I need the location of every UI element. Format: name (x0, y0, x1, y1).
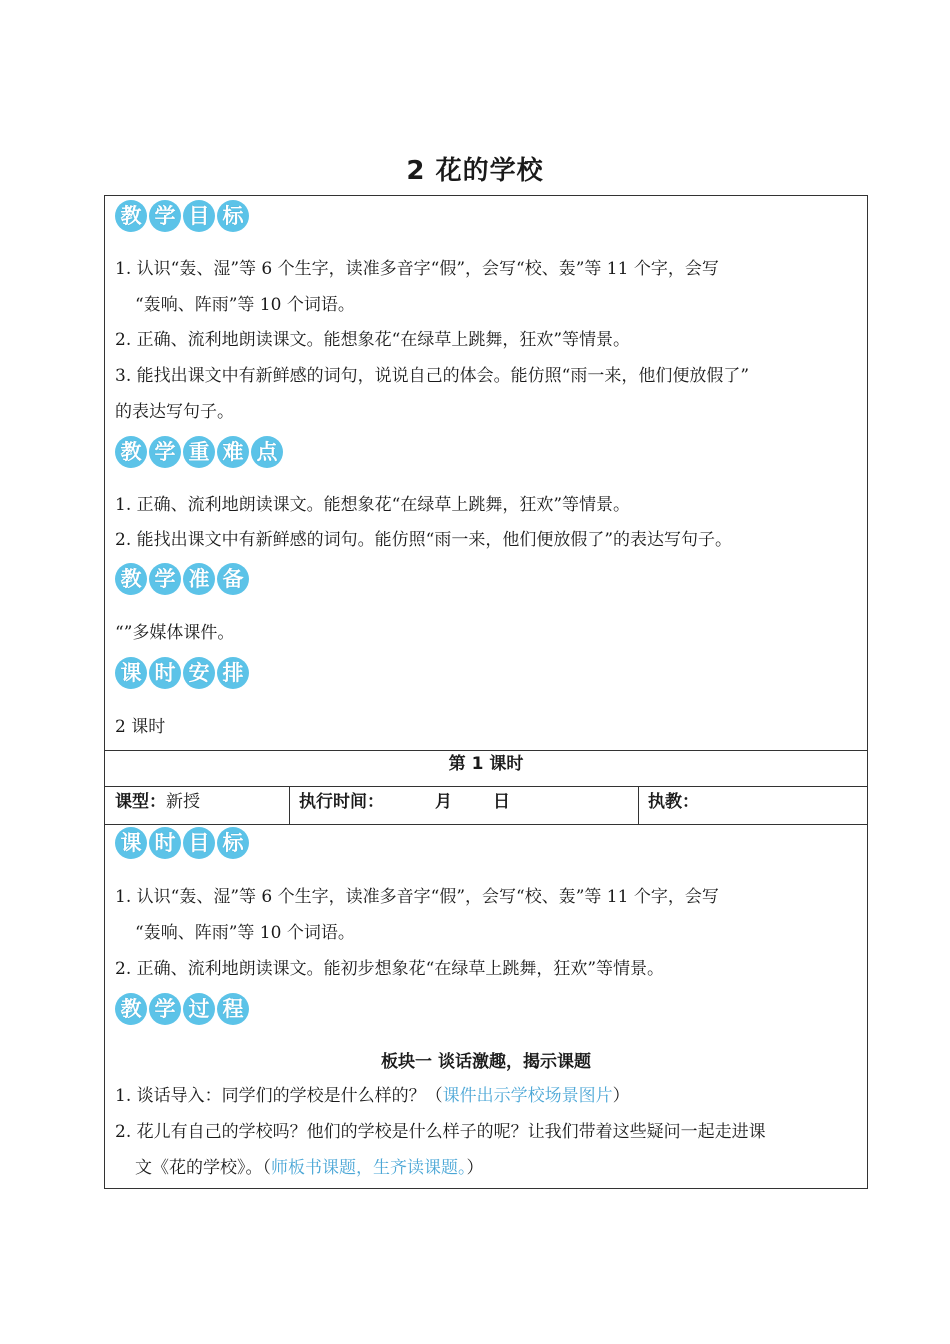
lesson-goal-2: 2. 正确、流利地朗读课文。能初步想象花“在绿草上跳舞，狂欢”等情景。 (115, 959, 665, 979)
badge-schedule: 课 时 安 排 (115, 657, 249, 689)
goal-item-1-cont: “轰响、阵雨”等 10 个词语。 (135, 295, 355, 315)
badge-process: 教 学 过 程 (115, 993, 249, 1025)
lesson-goal-1: 1. 认识“轰、湿”等 6 个生字，读准多音字“假”，会写“校、轰”等 11 个字，会写 (115, 887, 719, 907)
goal-item-3: 3. 能找出课文中有新鲜感的词句，说说自己的体会。能仿照“雨一来，他们便放假了” (115, 366, 750, 386)
block1-title: 板块一 谈话激趣，揭示课题 (381, 1052, 591, 1072)
process-step-2: 2. 花儿有自己的学校吗？他们的学校是什么样子的呢？让我们带着这些疑问一起走进课 (115, 1122, 766, 1142)
day-label: 日 (493, 792, 510, 812)
execution-time-label: 执行时间： (299, 792, 384, 812)
badge-lesson-goals: 课 时 目 标 (115, 827, 249, 859)
goal-item-2: 2. 正确、流利地朗读课文。能想象花“在绿草上跳舞，狂欢”等情景。 (115, 330, 631, 350)
divider (105, 750, 867, 751)
key-point-2: 2. 能找出课文中有新鲜感的词句。能仿照“雨一来，他们便放假了”的表达写句子。 (115, 530, 733, 550)
teacher-label: 执教： (648, 792, 699, 812)
key-point-1: 1. 正确、流利地朗读课文。能想象花“在绿草上跳舞，狂欢”等情景。 (115, 495, 631, 515)
badge-preparation: 教 学 准 备 (115, 563, 249, 595)
goal-item-1: 1. 认识“轰、湿”等 6 个生字，读准多音字“假”，会写“校、轰”等 11 个字，会写 (115, 259, 719, 279)
schedule-text: 2 课时 (115, 717, 166, 737)
divider (105, 786, 867, 787)
badge-key-points: 教 学 重 难 点 (115, 436, 283, 468)
lesson-plan-table (104, 195, 868, 1189)
lesson-header: 第 1 课时 (448, 754, 524, 774)
divider (105, 824, 867, 825)
process-step-1: 1. 谈话导入：同学们的学校是什么样的？（课件出示学校场景图片） (115, 1086, 630, 1106)
month-label: 月 (435, 792, 452, 812)
badge-teaching-goals: 教 学 目 标 (115, 200, 249, 232)
cell-divider (289, 786, 290, 824)
process-step-2-cont: 文《花的学校》。（师板书课题，生齐读课题。） (135, 1158, 484, 1178)
cell-divider (638, 786, 639, 824)
lesson-goal-1-cont: “轰响、阵雨”等 10 个词语。 (135, 923, 355, 943)
page-title: 2 花的学校 (406, 156, 544, 186)
preparation-text: “”多媒体课件。 (115, 623, 235, 643)
goal-item-3-cont: 的表达写句子。 (115, 402, 234, 422)
lesson-type: 课型：新授 (115, 792, 200, 812)
